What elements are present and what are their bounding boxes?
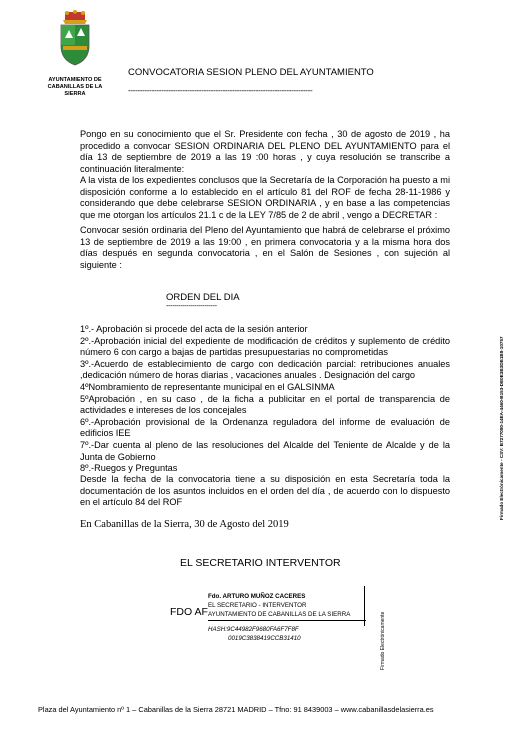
agenda-list [80, 324, 450, 475]
agenda-title-underline: ------------------------- [166, 303, 217, 310]
signature-box-edge [364, 586, 373, 626]
agenda-item: 8º.-Ruegos y Preguntas [80, 463, 178, 474]
convocation-paragraph: Convocar sesión ordinaria del Pleno del Ayuntamiento que habrá de celebrarse el próximo 13 de septiembre de 2019 a las 19:00 , en primera convocatoria y a la misma hora dos días después en segunda convocatoria , en el Salón de Sesiones , con sujeción al siguiente : [80, 225, 450, 270]
document-title: CONVOCATORIA SESION PLENO DEL AYUNTAMIENTO [128, 67, 374, 78]
signature-name: Fdo. ARTURO MUÑOZ CACERES [208, 593, 306, 600]
signature-divider [208, 620, 366, 621]
agenda-item: 7º.-Dar cuenta al pleno de las resoluciones del Alcalde del Teniente de Alcalde y de la Junta de Gobierno [80, 439, 450, 462]
intro-paragraph: Pongo en su conocimiento que el Sr. Presidente con fecha , 30 de agosto de 2019 , ha procedido a convocar SESION ORDINARIA DEL PLENO DEL AYUNTAMIENTO para el día 13 de septiembre de 2019 a las 19 :00 horas , y cuya resolución se transcribe a continuación literalmente: [80, 129, 450, 174]
org-name-line1: AYUNTAMIENTO DE [48, 77, 102, 83]
agenda-item: 6º.-Aprobación provisional de la Ordenanza reguladora del informe de evaluación de edificios IEE [80, 416, 450, 439]
signer-role: EL SECRETARIO INTERVENTOR [180, 557, 341, 569]
agenda-item: 5ºAprobación , en su caso , de la ficha a publicitar en el portal de transparencia de actividades e intereses de los concejales [80, 393, 450, 416]
agenda-title: ORDEN DEL DIA [166, 292, 240, 303]
fdo-label: FDO AF [170, 606, 208, 618]
signature-hash-line1: HASH:9C44982F9680FA6F7F8F [208, 626, 299, 633]
closing-paragraph: Desde la fecha de la convocatoria tiene a su disposición en esta Secretaría toda la documentación de los asuntos incluidos en el orden del día , de acuerdo con lo dispuesto en el artículo 84 del ROF [80, 474, 450, 508]
place-date: En Cabanillas de la Sierra, 30 de Agosto del 2019 [80, 519, 289, 530]
title-dashes: ------------------------------------------------------------------------------ [128, 86, 313, 95]
signature-org: AYUNTAMIENTO DE CABANILLAS DE LA SIERRA [208, 611, 351, 618]
agenda-item: 1º.- Aprobación si procede del acta de la sesión anterior [80, 324, 308, 334]
agenda-item: 2º.-Aprobación inicial del expediente de modificación de créditos y suplemento de crédito número 6 con cargo a bajas de partidas presupuestarias no comprometidas [80, 335, 450, 358]
footer-address: Plaza del Ayuntamiento nº 1 – Cabanillas de la Sierra 28721 MADRID – Tfno: 91 8439003 – www.cabanillasdelasierra.es [38, 705, 434, 714]
resolution-paragraph: A la vista de los expedientes conclusos que la Secretaría de la Corporación ha puesto a mi disposición conforme a lo establecido en el artículo 81 del ROF de fecha 28-11-1986 y considerando que debe celebrarse SESION ORDINARIA , y en base a las competencias que me otorgan los artículos 21.1 c de la LEY 7/85 de 2 de abril , vengo a DECRETAR : [80, 175, 450, 220]
signature-vertical-text: Firmado Electrónicamente [380, 611, 386, 670]
org-name-line2: CABANILLAS DE LA SIERRA [47, 84, 103, 97]
signature-role: EL SECRETARIO - INTERVENTOR [208, 602, 307, 609]
side-csv-stamp: Firmado Electrónicamente - CSV: B7277080-14EA-4460-B153-DE0E3B3DB1B8-10757 [499, 336, 504, 520]
signature-hash-line2: 0019C3838419CCB31410 [228, 635, 301, 642]
agenda-item: 4ºNombramiento de representante municipal en el GALSINMA [80, 381, 335, 392]
agenda-item: 3º.-Acuerdo de establecimiento de cargo con dedicación parcial: retribuciones anuales ,dedicación número de horas diarias , vacaciones anuales . Designación del cargo [80, 358, 450, 381]
electronic-signature-box [208, 592, 368, 643]
coat-of-arms-logo [45, 10, 105, 97]
